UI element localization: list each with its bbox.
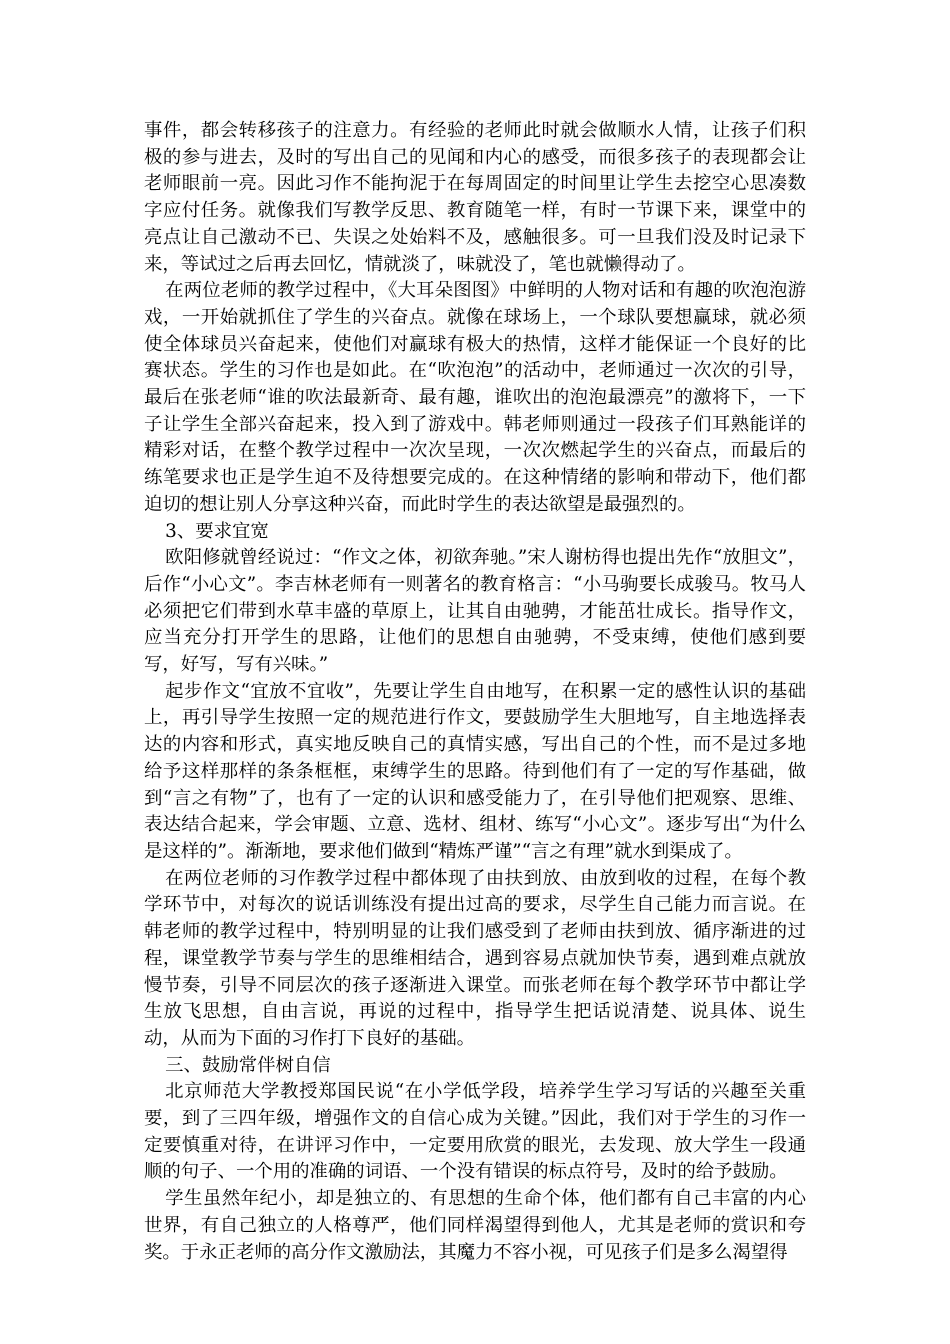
document-page xyxy=(144,118,806,1266)
paragraph-2: 在两位老师的教学过程中，《大耳朵图图》中鲜明的人物对话和有趣的吹泡泡游戏，一开始就抓住了学生的兴奋点。就像在球场上，一个球队要想赢球，就必须使全体球员兴奋起来，使他们对赢球有极大的热情，这样才能保证一个良好的比赛状态。学生的习作也是如此。在“吹泡泡”的活动中，老师通过一次次的引导，最后在张老师“谁的吹法最新奇、最有趣，谁吹出的泡泡最漂亮”的激将下，一下子让学生全部兴奋起来，投入到了游戏中。韩老师则通过一段孩子们耳熟能详的精彩对话，在整个教学过程中一次次呈现，一次次燃起学生的兴奋点，而最后的练笔要求也正是学生迫不及待想要完成的。在这种情绪的影响和带动下，他们都迫切的想让别人分享这种兴奋，而此时学生的表达欲望是最强烈的。 xyxy=(144,280,806,515)
paragraph-6: 在两位老师的习作教学过程中都体现了由扶到放、由放到收的过程，在每个教学环节中，对每次的说话训练没有提出过高的要求，尽学生自己能力而言说。在韩老师的教学过程中，特别明显的让我们感受到了老师由扶到放、循序渐进的过程，课堂教学节奏与学生的思维相结合，遇到容易点就加快节奏，遇到难点就放慢节奏，引导不同层次的孩子逐渐进入课堂。而张老师在每个教学环节中都让学生放飞思想，自由言说，再说的过程中，指导学生把话说清楚、说具体、说生动，从而为下面的习作打下良好的基础。 xyxy=(144,867,806,1049)
paragraph-5: 起步作文“宜放不宜收”，先要让学生自由地写，在积累一定的感性认识的基础上，再引导学生按照一定的规范进行作文，要鼓励学生大胆地写，自主地选择表达的内容和形式，真实地反映自己的真情实感，写出自己的个性，而不是过多地给予这样那样的条条框框，束缚学生的思路。待到他们有了一定的写作基础，做到“言之有物”了，也有了一定的认识和感受能力了，在引导他们把观察、思维、表达结合起来，学会审题、立意、选材、组材、练写“小心文”。逐步写出“为什么是这样的”。渐渐地，要求他们做到“精炼严谨”“言之有理”就水到渠成了。 xyxy=(144,680,806,862)
paragraph-9: 学生虽然年纪小，却是独立的、有思想的生命个体，他们都有自己丰富的内心世界，有自己独立的人格尊严，他们同样渴望得到他人，尤其是老师的赏识和夸奖。于永正老师的高分作文激励法，其魔力不容小视，可见孩子们是多么渴望得 xyxy=(144,1188,806,1263)
section-heading-three: 三、鼓励常伴树自信 xyxy=(165,1054,331,1076)
paragraph-8: 北京师范大学教授郑国民说“在小学低学段，培养学生学习写话的兴趣至关重要，到了三四年级，增强作文的自信心成为关键。”因此，我们对于学生的习作一定要慎重对待，在讲评习作中，一定要用欣赏的眼光，去发现、放大学生一段通顺的句子、一个用的准确的词语、一个没有错误的标点符号，及时的给予鼓励。 xyxy=(144,1081,806,1183)
paragraph-1: 事件，都会转移孩子的注意力。有经验的老师此时就会做顺水人情，让孩子们积极的参与进去，及时的写出自己的见闻和内心的感受，而很多孩子的表现都会让老师眼前一亮。因此习作不能拘泥于在每周固定的时间里让学生去挖空心思凑数字应付任务。就像我们写教学反思、教育随笔一样，有时一节课下来，课堂中的亮点让自己激动不已、失误之处始料不及，感触很多。可一旦我们没及时记录下来，等试过之后再去回忆，情就淡了，味就没了，笔也就懒得动了。 xyxy=(144,120,806,275)
paragraph-4: 欧阳修就曾经说过：“作文之体，初欲奔驰。”宋人谢枋得也提出先作“放胆文”，后作“小心文”。李吉林老师有一则著名的教育格言：“小马驹要长成骏马。牧马人必须把它们带到水草丰盛的草原上，让其自由驰骋，才能茁壮成长。指导作文，应当充分打开学生的思路，让他们的思想自由驰骋，不受束缚，使他们感到要写，好写，写有兴味。” xyxy=(144,547,806,676)
section-heading-3: 3、要求宜宽 xyxy=(165,520,269,542)
